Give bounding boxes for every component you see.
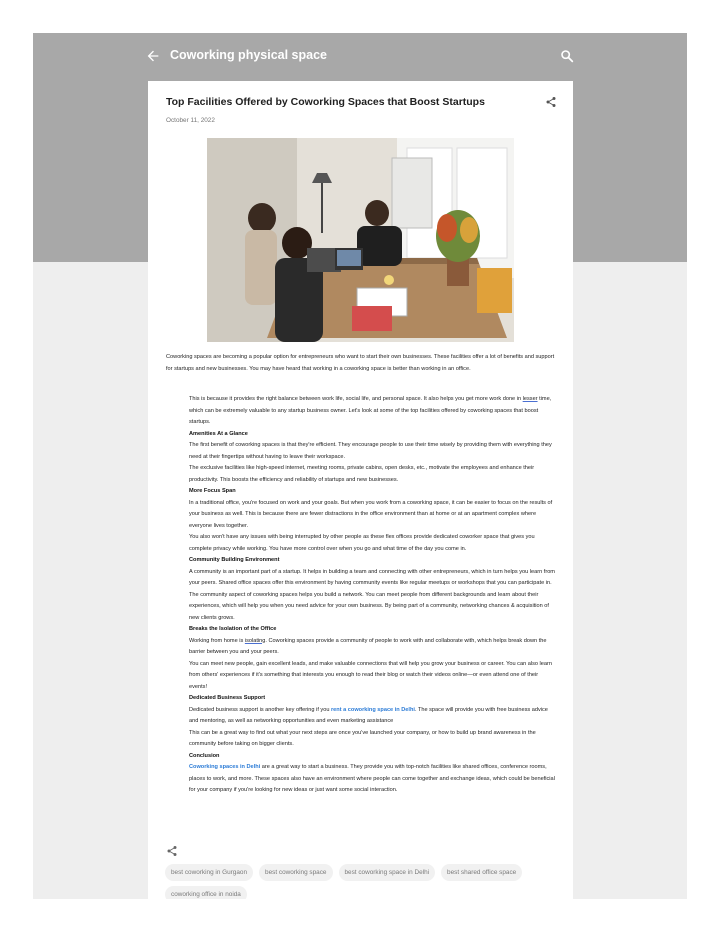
post-card <box>148 81 573 899</box>
post-labels <box>165 864 565 899</box>
arrow-left-icon[interactable] <box>145 48 161 64</box>
post-body <box>189 394 557 797</box>
paragraph: You can meet new people, gain excellent leads, and make valuable connections that will help you grow your business or career. You can also learn from others' experiences if it's something that interests you enough to read their blog or watch their videos online—or even attend one of their events! <box>189 660 552 690</box>
paragraph: This is because it provides the right balance between work life, social life, and personal space. It also helps you get more work done in lesser time, which can be extremely valuable to any startup business owner. Let's look at some of the top facilities offered by coworking spaces that boost startups. <box>189 396 552 425</box>
underlined-word: lesser <box>522 396 538 402</box>
underlined-word: isolating <box>244 637 266 644</box>
section-heading: Conclusion <box>189 752 220 759</box>
paragraph: In a traditional office, you're focused on work and your goals. But when you work from a coworking space, it can be easier to focus on the results of your business as well. This is because there are fewer distractions in the office environment than at home or at an apartment complex where everyone lives together. <box>189 499 553 529</box>
section-heading: Breaks the Isolation of the Office <box>189 626 277 632</box>
post-intro: Coworking spaces are becoming a popular option for entrepreneurs who want to start their own businesses. These facilities offer a lot of benefits and support for startups and new businesses. You may have heard that working in a coworking space is better than working in an office. <box>166 354 555 372</box>
section-heading: Amenities At a Glance <box>189 430 248 437</box>
post-title: Top Facilities Offered by Coworking Spaces that Boost Startups <box>166 96 485 108</box>
coworking-delhi-link[interactable]: Coworking spaces in Delhi <box>189 764 261 770</box>
paragraph: The community aspect of coworking spaces helps you build a network. You can meet people from different backgrounds and learn about their experiences, which will help you when you need advice for your own business. By being part of a community, networking chances & acquisition of new clients grows. <box>189 591 549 621</box>
paragraph: You also won't have any issues with being interrupted by other people as these flex offices provide dedicated coworker space that gives you complete privacy while working. You have more control over when you go and what time of the day you come in. <box>189 534 535 552</box>
paragraph: This can be a great way to find out what your next steps are once you've launched your company, or how to build up brand awareness in the community before taking on bigger clients. <box>189 729 536 747</box>
label-chip[interactable]: best shared office space <box>441 864 522 881</box>
label-chip[interactable]: best coworking space <box>259 864 332 881</box>
label-chip[interactable]: best coworking space in Delhi <box>339 864 436 881</box>
section-heading: More Focus Span <box>189 488 236 494</box>
paragraph: A community is an important part of a startup. It helps in building a team and connecting with other entrepreneurs, which in turn helps you learn from your peers. Shared office spaces offer this environment by having community events like regular meetups or workshops that you can participate in. <box>189 568 555 586</box>
label-chip[interactable]: best coworking in Gurgaon <box>165 864 253 881</box>
label-chip[interactable]: coworking office in noida <box>165 886 247 899</box>
paragraph: Dedicated business support is another key offering if you rent a coworking space in Delhi. The space will provide you with free business advice and mentoring, as well as networking opportunities and even marketing assistance <box>189 706 548 724</box>
paragraph: The first benefit of coworking spaces is that they're efficient. They encourage people to use their time wisely by providing them with everything they need at their fingertips without having to leave their workspace. <box>189 442 552 460</box>
blog-viewport <box>33 33 687 899</box>
section-heading: Dedicated Business Support <box>189 695 266 701</box>
post-date: October 11, 2022 <box>166 117 215 124</box>
paragraph: The exclusive facilities like high-speed internet, meeting rooms, private cabins, open desks, etc., motivate the employees and enhance their productivity. This boosts the efficiency and reliability of startups and new businesses. <box>189 465 535 483</box>
paragraph: Working from home is isolating. Coworking spaces provide a community of people to work with and collaborate with, which helps break down the barrier between you and your peers. <box>189 637 547 655</box>
share-icon[interactable] <box>166 845 178 857</box>
post-photo <box>207 138 514 342</box>
blog-title[interactable]: Coworking physical space <box>170 48 327 62</box>
search-icon[interactable] <box>559 48 575 64</box>
rent-coworking-link[interactable]: rent a coworking space in Delhi <box>331 706 415 713</box>
top-bar <box>145 47 575 67</box>
paragraph: Coworking spaces in Delhi are a great way to start a business. They provide you with top-notch facilities like shared offices, conference rooms, places to work, and more. These spaces also have an environment where people can come together and exchange ideas, which could be beneficial for your company if you're looking for new ideas or just want some social interaction. <box>189 764 555 793</box>
share-icon[interactable] <box>545 96 557 108</box>
section-heading: Community Building Environment <box>189 557 280 563</box>
